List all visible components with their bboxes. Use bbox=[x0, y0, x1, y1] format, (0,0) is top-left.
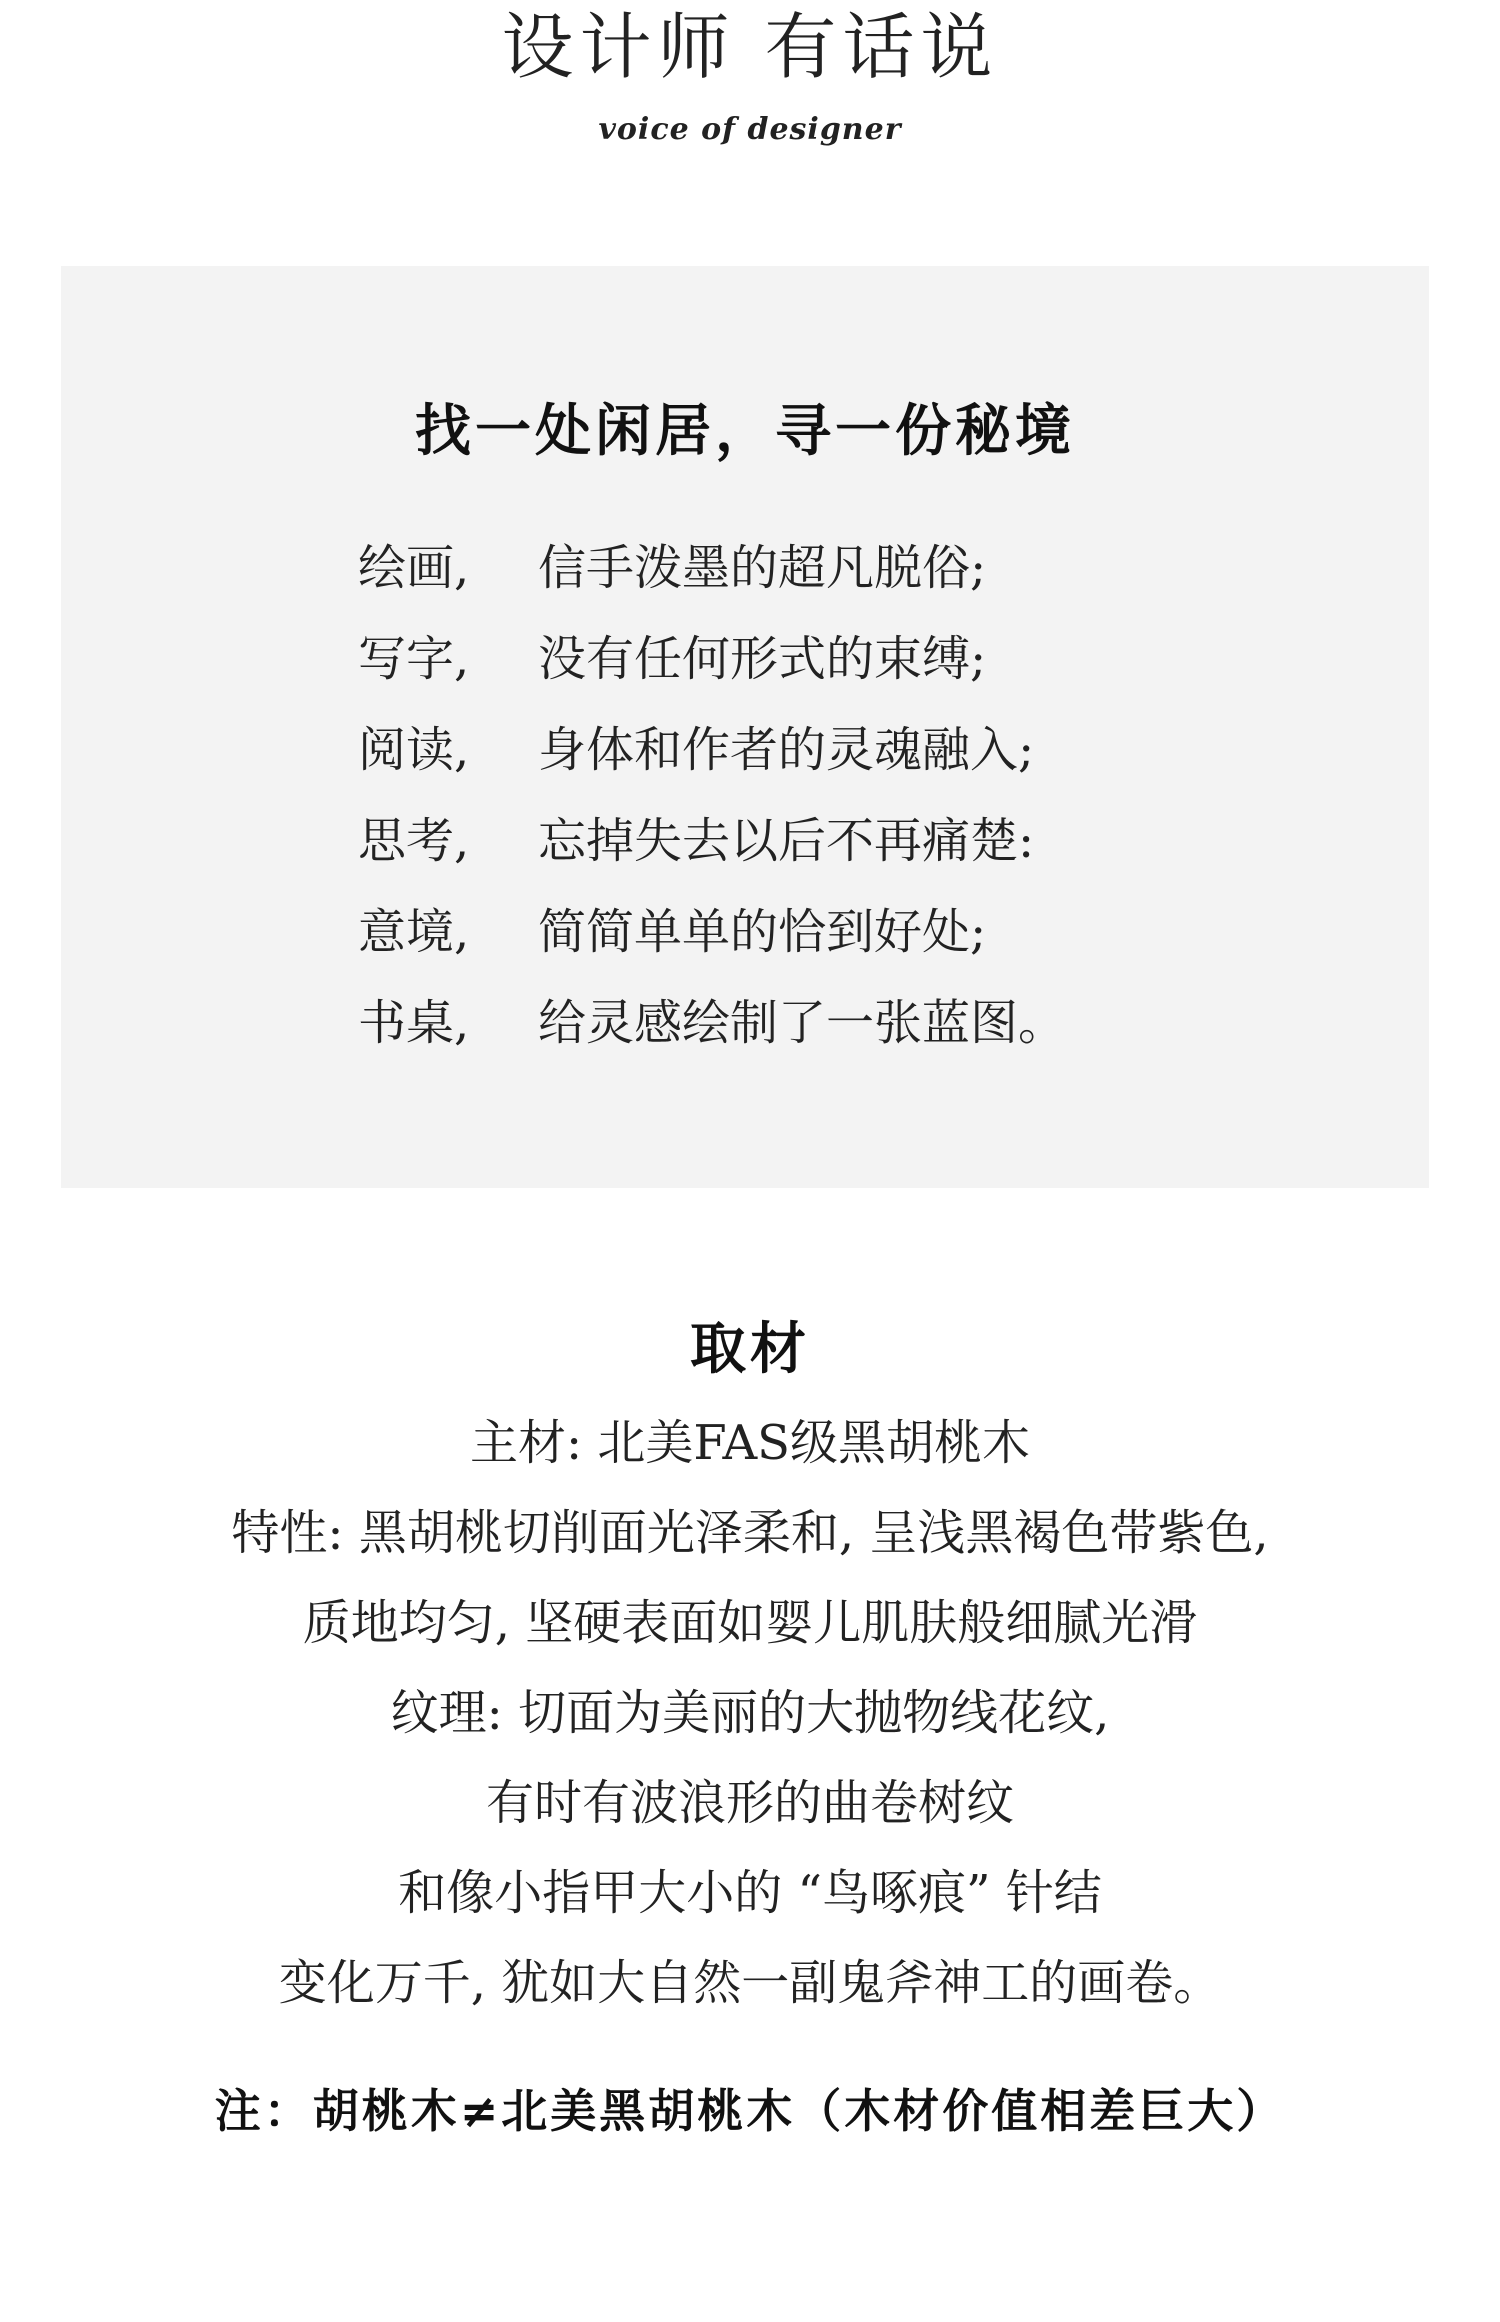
poem-line bbox=[358, 989, 1318, 1080]
poem-line-term: 意境, bbox=[358, 904, 470, 960]
poem-line bbox=[358, 716, 1318, 807]
poem-line-term: 阅读, bbox=[358, 722, 470, 778]
material-line: 有时有波浪形的曲卷树纹 bbox=[485, 1775, 1014, 1831]
note-text: 注：胡桃木≠北美黑胡桃木（木材价值相差巨大） bbox=[214, 2084, 1286, 2138]
poem-line-term: 书桌, bbox=[358, 995, 470, 1051]
material-line: 质地均匀, 坚硬表面如婴儿肌肤般细腻光滑 bbox=[302, 1595, 1198, 1651]
page-title: 设计师 有话说 bbox=[501, 5, 999, 89]
poem-line bbox=[358, 807, 1318, 898]
material-heading: 取材 bbox=[690, 1317, 810, 1382]
poem-line-text: 没有任何形式的束缚; bbox=[538, 631, 987, 687]
material-line: 特性: 黑胡桃切削面光泽柔和, 呈浅黑褐色带紫色, bbox=[231, 1505, 1269, 1561]
poem-line bbox=[358, 625, 1318, 716]
poem-lines bbox=[358, 534, 1318, 1080]
poem-line-text: 给灵感绘制了一张蓝图。 bbox=[538, 995, 1067, 1051]
poem-line bbox=[358, 898, 1318, 989]
material-line: 变化万千, 犹如大自然一副鬼斧神工的画卷。 bbox=[278, 1955, 1222, 2011]
poem-line-term: 思考, bbox=[358, 813, 470, 869]
poem-line bbox=[358, 534, 1318, 625]
material-line: 和像小指甲大小的 “鸟啄痕” 针结 bbox=[398, 1865, 1102, 1921]
poem-line-term: 绘画, bbox=[358, 540, 470, 596]
poem-heading: 找一处闲居，寻一份秘境 bbox=[415, 399, 1075, 464]
material-line: 主材: 北美FAS级黑胡桃木 bbox=[469, 1415, 1031, 1471]
material-line: 纹理: 切面为美丽的大抛物线花纹, bbox=[390, 1685, 1110, 1741]
poem-line-text: 简简单单的恰到好处; bbox=[538, 904, 987, 960]
poem-panel bbox=[61, 266, 1429, 1188]
poem-line-text: 信手泼墨的超凡脱俗; bbox=[538, 540, 987, 596]
poem-line-term: 写字, bbox=[358, 631, 470, 687]
poem-line-text: 忘掉失去以后不再痛楚: bbox=[538, 813, 1035, 869]
poem-line-text: 身体和作者的灵魂融入; bbox=[538, 722, 1035, 778]
page-subtitle: voice of designer bbox=[598, 112, 902, 147]
